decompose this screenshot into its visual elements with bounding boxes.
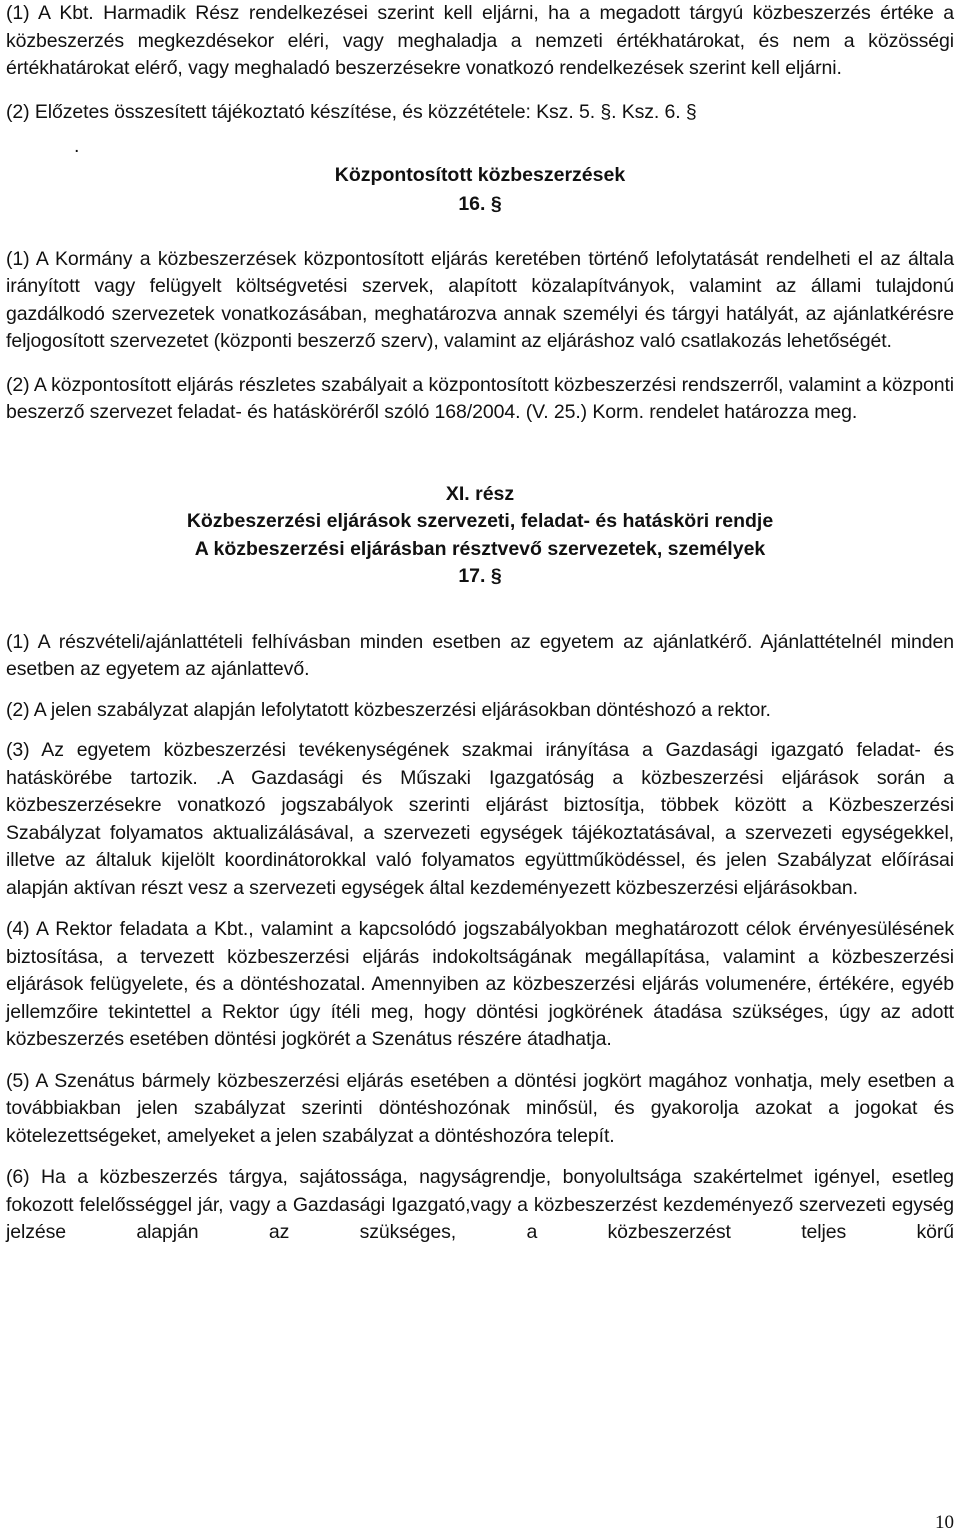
section-17-paragraph-4: (4) A Rektor feladata a Kbt., valamint a kapcsolódó jogszabályokban meghatározott célok érvényesülésének biztosítása, a tervezett közbeszerzési eljárás indokoltságának megállapítása, valamint a közbeszerzési eljárások felügyelete, és a döntéshozatal. Amennyiben az közbeszerzési eljárás volumenére, értékére, egyéb jellemzőire tekintettel a Rektor úgy ítéli meg, hogy döntési jogkörének átadása szükséges, úgy az adott közbeszerzés esetében döntési jogkörét a Szenátus részére átadhatja. bbox=[6, 918, 954, 1050]
part-11-title: XI. rész bbox=[445, 482, 515, 505]
section-17-number: 17. § bbox=[458, 565, 502, 587]
part-11-subtitle-1: Közbeszerzési eljárások szervezeti, feladat- és hatásköri rendje bbox=[186, 510, 774, 532]
section-17-paragraph-1: (1) A részvételi/ajánlattételi felhívásban minden esetben az egyetem az ajánlatkérő. Ajánlattételnél minden esetben az egyetem az ajánlattevő. bbox=[6, 630, 954, 680]
document-page bbox=[6, 0, 954, 1247]
page-number: 10 bbox=[935, 1512, 954, 1533]
section-17-paragraph-3: (3) Az egyetem közbeszerzési tevékenységének szakmai irányítása a Gazdasági igazgató feladat- és hatáskörébe tartozik. .A Gazdasági és Műszaki Igazgatóság a közbeszerzési eljárások során a közbeszerzésekre vonatkozó jogszabályok szerinti eljárást biztosítja, többek között a Közbeszerzési Szabályzat folyamatos aktualizálásával, a szervezeti egységek tájékoztatásával, a szervezeti egységekkel, illetve az általuk kijelölt koordinátorokkal való folyamatos együttműködéssel, és jelen Szabályzat előírásai alapján aktívan részt vesz a szervezeti egységek által kezdeményezett közbeszerzési eljárásokban. bbox=[6, 739, 954, 899]
intro-paragraph-1: (1) A Kbt. Harmadik Rész rendelkezései szerint kell eljárni, ha a megadott tárgyú közbeszerzés értéke a közbeszerzés megkezdésekor eléri, vagy meghaladja a nemzeti értékhatárokat, és nem a közösségi értékhatárokat elérő, vagy meghaladó beszerzésekre vonatkozó rendelkezések szerint kell eljárni. bbox=[6, 2, 954, 79]
section-16-number: 16. § bbox=[458, 193, 502, 215]
section-17-paragraph-5: (5) A Szenátus bármely közbeszerzési eljárás esetében a döntési jogkört magához vonhatja, mely esetben a továbbiakban jelen szabályzat szerinti döntéshozónak minősül, és gyakorolja azokat a jogokat és kötelezettségeket, amelyeket a jelen szabályzat a döntéshozóra telepít. bbox=[6, 1069, 954, 1147]
section-17-paragraph-6: (6) Ha a közbeszerzés tárgya, sajátossága, nagyságrendje, bonyolultsága szakértelmet igényel, esetleg fokozott felelősséggel jár, vagy a Gazdasági Igazgató,vagy a közbeszerzést kezdeményező szervezeti egység jelzése alapján az szükséges, a közbeszerzést teljes körű bbox=[6, 1166, 954, 1243]
section-17-paragraph-2: (2) A jelen szabályzat alapján lefolytatott közbeszerzési eljárásokban döntéshozó a rektor. bbox=[6, 698, 771, 721]
part-11-subtitle-2: A közbeszerzési eljárásban résztvevő szervezetek, személyek bbox=[194, 537, 766, 560]
section-16-paragraph-2: (2) A központosított eljárás részletes szabályait a központosított közbeszerzési rendszerről, valamint a központi beszerző szervezet feladat- és hatásköréről szóló 168/2004. (V. 25.) Korm. rendelet határozza meg. bbox=[6, 373, 954, 423]
intro-paragraph-2: (2) Előzetes összesített tájékoztató készítése, és közzététele: Ksz. 5. §. Ksz. 6. § bbox=[6, 100, 697, 123]
section-16-title: Központosított közbeszerzések bbox=[334, 163, 626, 186]
section-16-paragraph-1: (1) A Kormány a közbeszerzések központosított eljárás keretében történő lefolytatását rendelheti el az általa irányított vagy felügyelt költségvetési szervek, alapított közalapítványok, valamint az állami tulajdonú gazdálkodó szervezetek vonatkozásában, meghatározva annak személyi és tárgyi hatályát, az ajánlatkérésre feljogosított szervezetet (központi beszerző szerv), valamint az eljáráshoz való csatlakozás lehetőségét. bbox=[6, 247, 954, 352]
stray-dot: . bbox=[74, 135, 80, 157]
